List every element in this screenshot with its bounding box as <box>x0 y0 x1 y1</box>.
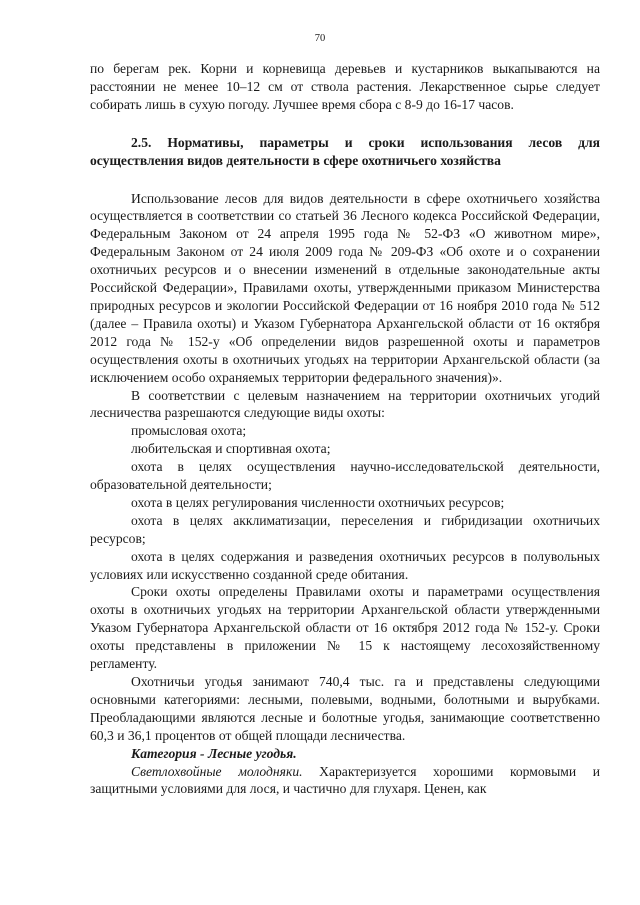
subcategory-text: Характеризуется хорошими кормовыми и защитными условиями для лося, и частично для глухаря. Ценен, как <box>90 763 600 797</box>
subcategory-paragraph <box>90 763 600 799</box>
category-heading: Категория - Лесные угодья. <box>131 745 297 761</box>
list-item: промысловая охота; <box>131 423 247 439</box>
list-item: охота в целях акклиматизации, переселения и гибридизации охотничьих ресурсов; <box>90 512 600 546</box>
list-item: охота в целях содержания и разведения охотничьих ресурсов в полувольных условиях или искусственно созданной среде обитания. <box>90 548 600 582</box>
section-heading: 2.5. Нормативы, параметры и сроки использования лесов для осуществления видов деятельности в сфере охотничьего хозяйства <box>90 134 600 168</box>
paragraph-terms: Сроки охоты определены Правилами охоты и параметрами осуществления охоты в охотничьих угодьях на территории Архангельской области утвержденными Указом Губернатора Архангельской области от 16 октября 2012 года № 152-у. Сроки охоты представлены в приложении № 15 к настоящему лесохозяйственному регламенту. <box>90 584 600 672</box>
page-content <box>90 60 600 798</box>
paragraph-purpose: В соответствии с целевым назначением на территории охотничьих угодий лесничества разрешаются следующие виды охоты: <box>90 387 600 421</box>
list-item: любительская и спортивная охота; <box>131 441 331 457</box>
paragraph-usage: Использование лесов для видов деятельности в сфере охотничьего хозяйства осуществляется в соответствии со статьей 36 Лесного кодекса Российской Федерации, Федеральным Законом от 24 апреля 1995 года № 52-ФЗ «О животном мире», Федеральным Законом от 24 июля 2009 года № 209-ФЗ «Об охоте и о сохранении охотничьих ресурсов и о внесении изменений в отдельные законодательные акты Российской Федерации», Правилами охоты, утвержденными приказом Министерства природных ресурсов и экологии Российской Федерации от 16 ноября 2010 года № 512 (далее – Правила охоты) и Указом Губернатора Архангельской области от 16 октября 2012 года № 152-у «Об определении видов разрешенной охоты и параметров осуществления охоты в охотничьих угодьях на территории Архангельской области (за исключением особо охраняемых территории федерального значения)». <box>90 190 600 385</box>
list-item: охота в целях регулирования численности охотничьих ресурсов; <box>131 494 505 510</box>
intro-paragraph: по берегам рек. Корни и корневища деревьев и кустарников выкапываются на расстоянии не менее 10–12 см от ствола растения. Лекарственное сырье следует собирать лишь в сухую погоду. Лучшее время сбора с 8-9 до 16-17 часов. <box>90 61 600 112</box>
paragraph-lands: Охотничьи угодья занимают 740,4 тыс. га и представлены следующими основными категориями: лесными, полевыми, водными, болотными и вырубками. Преобладающими являются лесные и болотные угодья, занимающие соответственно 60,3 и 36,1 процентов от общей площади лесничества. <box>90 674 600 743</box>
list-item: охота в целях осуществления научно-исследовательской деятельности, образовательной деятельности; <box>90 459 600 493</box>
page-number: 70 <box>314 33 326 44</box>
subcategory-title: Светлохвойные молодняки. <box>131 763 303 779</box>
